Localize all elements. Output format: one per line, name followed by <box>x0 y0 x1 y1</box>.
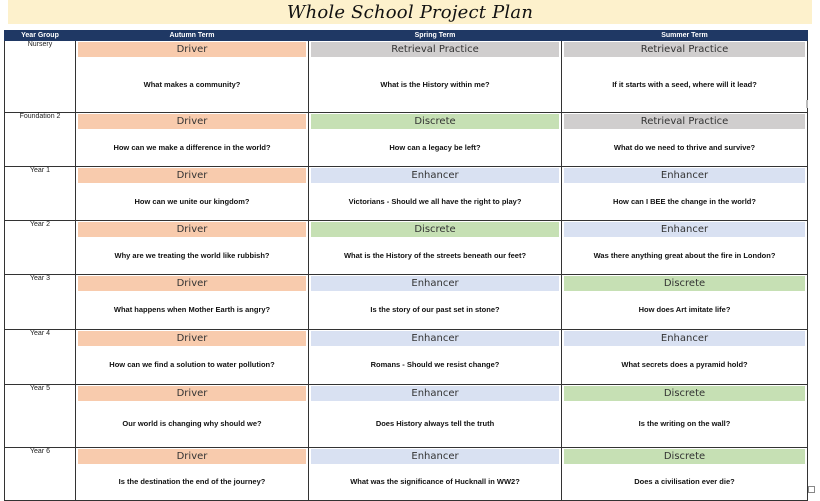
project-question: What do we need to thrive and survive? <box>613 142 756 152</box>
project-question: Why are we treating the world like rubbish? <box>114 250 270 260</box>
autumn-term-cell <box>76 41 309 113</box>
project-type-label: Enhancer <box>311 276 559 291</box>
header-spring-term: Spring Term <box>309 31 562 41</box>
page-title: Whole School Project Plan <box>286 1 534 23</box>
project-question: How does Art imitate life? <box>638 305 731 314</box>
table-row <box>5 221 808 275</box>
project-question: How can we find a solution to water pollution? <box>109 360 275 369</box>
summer-term-cell <box>562 275 808 330</box>
project-question: Is the story of our past set in stone? <box>370 305 500 314</box>
project-type-label: Driver <box>78 114 306 129</box>
autumn-term-cell <box>76 448 309 501</box>
project-question: How can I BEE the change in the world? <box>613 196 756 206</box>
table-row <box>5 385 808 448</box>
project-type-label: Driver <box>78 168 306 183</box>
header-year-group: Year Group <box>5 31 76 41</box>
project-type-label: Driver <box>78 449 306 464</box>
project-type-label: Enhancer <box>311 331 559 346</box>
table-row <box>5 113 808 167</box>
project-type-label: Enhancer <box>311 168 559 183</box>
year-group-cell: Foundation 2 <box>5 113 76 167</box>
project-question: How can we unite our kingdom? <box>134 196 250 206</box>
year-group-cell: Year 6 <box>5 448 76 501</box>
project-type-label: Retrieval Practice <box>564 114 805 129</box>
project-type-label: Retrieval Practice <box>311 42 559 57</box>
year-group-cell: Year 5 <box>5 385 76 448</box>
project-type-label: Discrete <box>311 222 559 237</box>
project-question: What makes a community? <box>143 79 241 89</box>
header-row <box>5 31 808 41</box>
resize-handle[interactable] <box>808 486 815 493</box>
project-question: What is the History within me? <box>380 79 490 89</box>
summer-term-cell <box>562 113 808 167</box>
project-question: Was there anything great about the fire in London? <box>593 250 776 260</box>
autumn-term-cell <box>76 275 309 330</box>
spring-term-cell <box>309 275 562 330</box>
year-group-cell: Year 4 <box>5 330 76 385</box>
project-question: What is the History of the streets beneath our feet? <box>343 250 527 260</box>
project-question: Romans - Should we resist change? <box>370 360 500 369</box>
project-type-label: Discrete <box>564 386 805 401</box>
header-summer-term: Summer Term <box>562 31 808 41</box>
project-type-label: Enhancer <box>564 168 805 183</box>
project-type-label: Driver <box>78 386 306 401</box>
spring-term-cell <box>309 330 562 385</box>
table-row <box>5 41 808 113</box>
project-type-label: Discrete <box>564 449 805 464</box>
project-type-label: Enhancer <box>564 222 805 237</box>
project-type-label: Driver <box>78 222 306 237</box>
summer-term-cell <box>562 385 808 448</box>
summer-term-cell <box>562 330 808 385</box>
project-type-label: Enhancer <box>311 386 559 401</box>
autumn-term-cell <box>76 221 309 275</box>
project-plan-table <box>4 30 808 501</box>
project-question: How can a legacy be left? <box>389 142 481 152</box>
spring-term-cell <box>309 41 562 113</box>
year-group-cell: Year 1 <box>5 167 76 221</box>
summer-term-cell <box>562 221 808 275</box>
autumn-term-cell <box>76 167 309 221</box>
title-banner <box>8 0 812 24</box>
project-question: If it starts with a seed, where will it lead? <box>612 79 757 89</box>
spring-term-cell <box>309 385 562 448</box>
project-question: What secrets does a pyramid hold? <box>621 360 748 369</box>
year-group-cell: Nursery <box>5 41 76 113</box>
summer-term-cell <box>562 41 808 113</box>
project-type-label: Retrieval Practice <box>564 42 805 57</box>
header-autumn-term: Autumn Term <box>76 31 309 41</box>
spring-term-cell <box>309 448 562 501</box>
project-question: What happens when Mother Earth is angry? <box>113 305 271 314</box>
autumn-term-cell <box>76 113 309 167</box>
project-question: What was the significance of Hucknall in WW2? <box>350 477 520 486</box>
project-question: Is the writing on the wall? <box>638 419 731 428</box>
project-question: Does a civilisation ever die? <box>634 477 735 486</box>
edge-marker <box>806 100 808 108</box>
spring-term-cell <box>309 113 562 167</box>
year-group-cell: Year 2 <box>5 221 76 275</box>
project-type-label: Driver <box>78 331 306 346</box>
table-row <box>5 330 808 385</box>
autumn-term-cell <box>76 385 309 448</box>
project-type-label: Enhancer <box>564 331 805 346</box>
spring-term-cell <box>309 221 562 275</box>
summer-term-cell <box>562 448 808 501</box>
project-type-label: Discrete <box>564 276 805 291</box>
project-question: Victorians - Should we all have the right to play? <box>348 196 522 206</box>
project-type-label: Driver <box>78 276 306 291</box>
project-type-label: Discrete <box>311 114 559 129</box>
project-question: How can we make a difference in the world? <box>113 142 271 152</box>
project-type-label: Driver <box>78 42 306 57</box>
project-question: Does History always tell the truth <box>375 419 495 428</box>
table-row <box>5 167 808 221</box>
project-question: Our world is changing why should we? <box>122 419 262 428</box>
summer-term-cell <box>562 167 808 221</box>
autumn-term-cell <box>76 330 309 385</box>
project-type-label: Enhancer <box>311 449 559 464</box>
spring-term-cell <box>309 167 562 221</box>
table-row <box>5 275 808 330</box>
table-row <box>5 448 808 501</box>
year-group-cell: Year 3 <box>5 275 76 330</box>
project-question: Is the destination the end of the journey? <box>118 477 266 486</box>
